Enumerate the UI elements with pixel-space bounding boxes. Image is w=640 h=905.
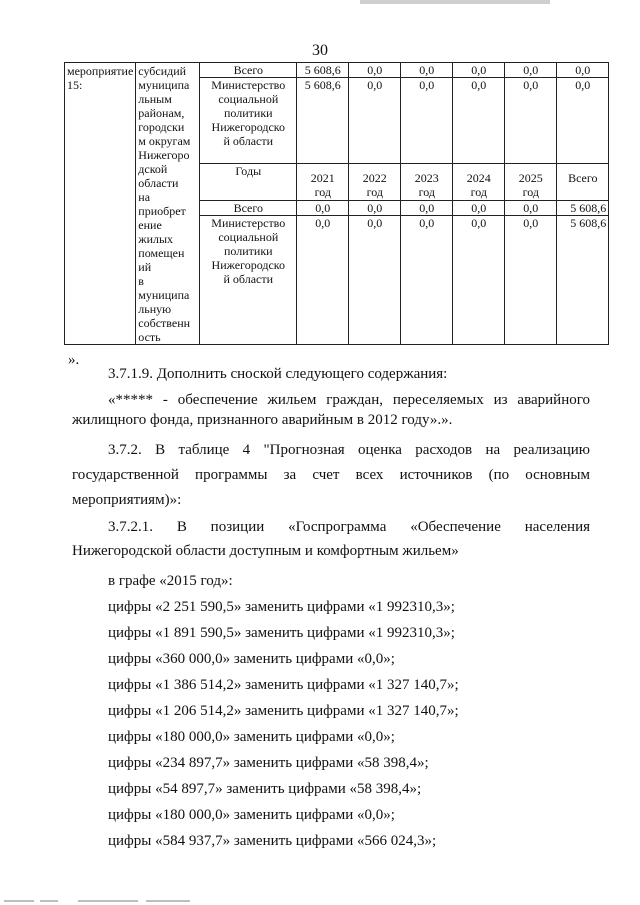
value-cell: 0,0 <box>453 200 505 215</box>
total-label-cell: Всего <box>200 63 297 78</box>
value-cell: 5 608,6 <box>297 63 349 78</box>
list-item: цифры «1 206 514,2» заменить цифрами «1 327 140,7»; <box>108 703 459 719</box>
value-cell: 0,0 <box>297 200 349 215</box>
value-cell: 0,0 <box>401 216 453 345</box>
year-cell <box>349 164 401 201</box>
list-item: цифры «54 897,7» заменить цифрами «58 398,4»; <box>108 781 422 797</box>
description-word: ий <box>138 260 152 274</box>
list-item: цифры «180 000,0» заменить цифрами «0,0»; <box>108 807 395 823</box>
description-line: м округам <box>138 134 191 148</box>
paragraph-footnote <box>72 390 590 430</box>
value-cell: 0,0 <box>453 78 505 164</box>
description-line: муниципа <box>138 78 190 92</box>
ministry-line: й области <box>223 134 274 149</box>
description-line-split <box>138 260 197 288</box>
description-line: ение <box>138 218 162 232</box>
value-cell: 0,0 <box>453 216 505 345</box>
year-unit: год <box>418 185 435 200</box>
paragraph-line: жилищного фонда, признанного аварийным в 2012 году».». <box>72 412 453 428</box>
list-item: цифры «1 386 514,2» заменить цифрами «1 327 140,7»; <box>108 677 459 693</box>
replacements-list <box>108 597 588 857</box>
year-cell <box>297 164 349 201</box>
description-line: дской <box>138 162 168 176</box>
closing-quote: ». <box>68 352 80 368</box>
value-cell: 0,0 <box>297 216 349 345</box>
paragraph-line: «***** - обеспечение жильем граждан, переселяемых из аварийного <box>108 392 590 408</box>
description-line: льным <box>138 92 172 106</box>
measure-label-line: 15: <box>67 78 83 92</box>
list-item: цифры «584 937,7» заменить цифрами «566 024,3»; <box>108 833 437 849</box>
ministry-line: политики <box>223 106 273 121</box>
description-line: ость <box>138 330 161 344</box>
description-line: муниципа <box>138 288 190 302</box>
ministry-line: й области <box>223 272 274 287</box>
value-cell: 0,0 <box>505 200 557 215</box>
value-cell: 0,0 <box>349 78 401 164</box>
value-cell: 5 608,6 <box>557 200 609 215</box>
list-item: цифры «234 897,7» заменить цифрами «58 398,4»; <box>108 755 429 771</box>
value-cell: 0,0 <box>453 63 505 78</box>
measure-description-cell <box>136 63 200 345</box>
description-line: городски <box>138 120 185 134</box>
page-number: 30 <box>312 42 328 59</box>
value-cell: 5 608,6 <box>557 216 609 345</box>
ministry-line: социальной <box>218 92 279 107</box>
value-cell: 0,0 <box>401 78 453 164</box>
ministry-label-cell <box>200 216 297 345</box>
value-cell: 0,0 <box>505 78 557 164</box>
list-item: цифры «1 891 590,5» заменить цифрами «1 992310,3»; <box>108 625 455 641</box>
measure-label-line: мероприятие <box>67 64 134 78</box>
description-line: субсидий <box>138 64 187 78</box>
list-item: цифры «2 251 590,5» заменить цифрами «1 992310,3»; <box>108 599 455 615</box>
value-cell: 0,0 <box>557 78 609 164</box>
value-cell: 5 608,6 <box>297 78 349 164</box>
ministry-label-cell <box>200 78 297 164</box>
measure-label-cell <box>65 63 136 345</box>
value-cell: 0,0 <box>505 216 557 345</box>
year-cell <box>401 164 453 201</box>
year-unit: год <box>314 185 331 200</box>
description-word: в <box>138 274 144 288</box>
year-unit: год <box>366 185 383 200</box>
year-cell <box>557 164 609 201</box>
ministry-line: социальной <box>218 230 279 245</box>
paragraph-position <box>72 517 590 561</box>
value-cell: 0,0 <box>349 216 401 345</box>
description-line: на <box>138 190 151 204</box>
top-scan-edge <box>360 0 550 4</box>
year-value: 2025 <box>518 171 543 186</box>
list-item: цифры «180 000,0» заменить цифрами «0,0»; <box>108 729 395 745</box>
description-line: районам, <box>138 106 185 120</box>
description-line: собственн <box>138 316 191 330</box>
ministry-line: Министерство <box>211 216 286 231</box>
description-line: приобрет <box>138 204 186 218</box>
bottom-scan-edge <box>0 897 220 905</box>
measures-table <box>64 62 609 345</box>
list-item: цифры «360 000,0» заменить цифрами «0,0»; <box>108 651 395 667</box>
description-line: Нижегоро <box>138 148 190 162</box>
year-value: 2022 <box>362 171 387 186</box>
column-heading: в графе «2015 год»: <box>108 573 233 589</box>
year-value: Всего <box>568 171 598 186</box>
total-label-cell: Всего <box>200 200 297 215</box>
value-cell: 0,0 <box>349 63 401 78</box>
year-unit: год <box>470 185 487 200</box>
year-value: 2024 <box>466 171 491 186</box>
value-cell: 0,0 <box>557 63 609 78</box>
paragraph-line: Нижегородской области доступным и комфортным жильем» <box>72 543 459 559</box>
ministry-line: Министерство <box>211 78 286 93</box>
description-line: помещен <box>138 246 185 260</box>
value-cell: 0,0 <box>401 200 453 215</box>
ministry-line: политики <box>223 244 273 259</box>
paragraph-line: 3.7.2. В таблице 4 "Прогнозная оценка расходов на реализацию <box>108 442 590 458</box>
ministry-line: Нижегородско <box>211 258 286 273</box>
year-unit: год <box>522 185 539 200</box>
description-line: области <box>138 176 179 190</box>
value-cell: 0,0 <box>349 200 401 215</box>
year-value: 2021 <box>310 171 335 186</box>
paragraph-line: государственной программы за счет всех источников (по основным <box>72 467 590 483</box>
year-cell <box>505 164 557 201</box>
paragraph-table4 <box>72 440 590 510</box>
value-cell: 0,0 <box>505 63 557 78</box>
year-value: 2023 <box>414 171 439 186</box>
year-cell <box>453 164 505 201</box>
paragraph-line: 3.7.2.1. В позиции «Госпрограмма «Обеспечение населения <box>108 519 590 535</box>
paragraph-line: мероприятиям)»: <box>72 492 182 508</box>
ministry-line: Нижегородско <box>211 120 286 135</box>
paragraph-footnote-intro: 3.7.1.9. Дополнить сноской следующего содержания: <box>108 366 448 382</box>
years-label-cell: Годы <box>200 164 297 201</box>
value-cell: 0,0 <box>401 63 453 78</box>
table-row <box>65 63 609 78</box>
description-line: жилых <box>138 232 174 246</box>
description-line: льную <box>138 302 172 316</box>
